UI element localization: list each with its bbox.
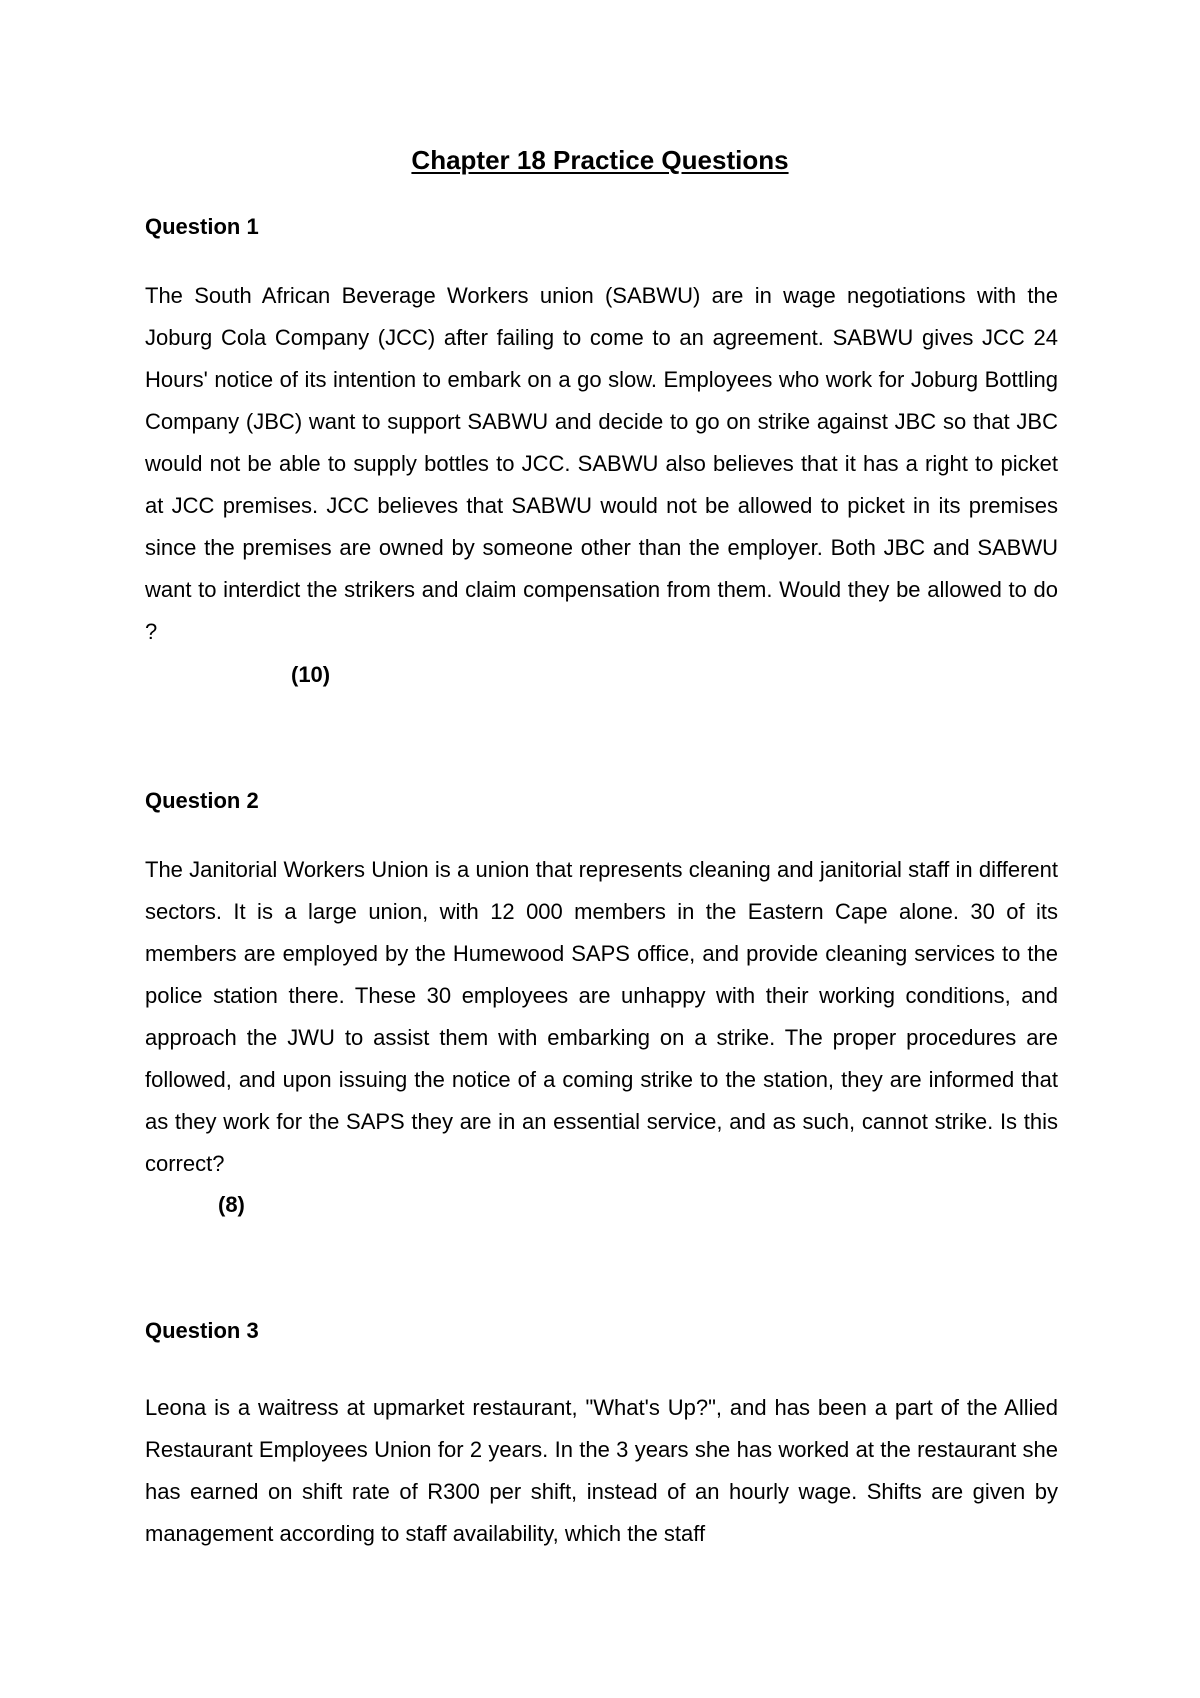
question-3-heading: Question 3 [145, 1318, 259, 1343]
question-1-body: The South African Beverage Workers union (SABWU) are in wage negotiations with the Joburg Cola Company (JCC) after failing to come to an agreement. SABWU gives JCC 24 Hours' notice of its intention to embark on a go slow. Employees who work for Joburg Bottling Company (JBC) want to support SABWU and decide to go on strike against JBC so that JBC would not be able to supply bottles to JCC. SABWU also believes that it has a right to picket at JCC premises. JCC believes that SABWU would not be allowed to picket in its premises since the premises are owned by someone other than the employer. Both JBC and SABWU want to interdict the strikers and claim compensation from them. Would they be allowed to do ? [145, 283, 1058, 644]
question-2-body: The Janitorial Workers Union is a union that represents cleaning and janitorial staff in different sectors. It is a large union, with 12 000 members in the Eastern Cape alone. 30 of its members are employed by the Humewood SAPS office, and provide cleaning services to the police station there. These 30 employees are unhappy with their working conditions, and approach the JWU to assist them with embarking on a strike. The proper procedures are followed, and upon issuing the notice of a coming strike to the station, they are informed that as they work for the SAPS they are in an essential service, and as such, cannot strike. Is this correct? [145, 857, 1058, 1176]
question-2-heading: Question 2 [145, 788, 259, 813]
question-3-body: Leona is a waitress at upmarket restaurant, "What's Up?", and has been a part of the Allied Restaurant Employees Union for 2 years. In the 3 years she has worked at the restaurant she has earned on shift rate of R300 per shift, instead of an hourly wage. Shifts are given by management according to staff availability, which the staff [145, 1395, 1058, 1546]
question-2-marks: (8) [218, 1192, 245, 1217]
question-1-heading: Question 1 [145, 214, 259, 239]
question-1-marks: (10) [291, 662, 331, 687]
page-title: Chapter 18 Practice Questions [411, 145, 789, 175]
